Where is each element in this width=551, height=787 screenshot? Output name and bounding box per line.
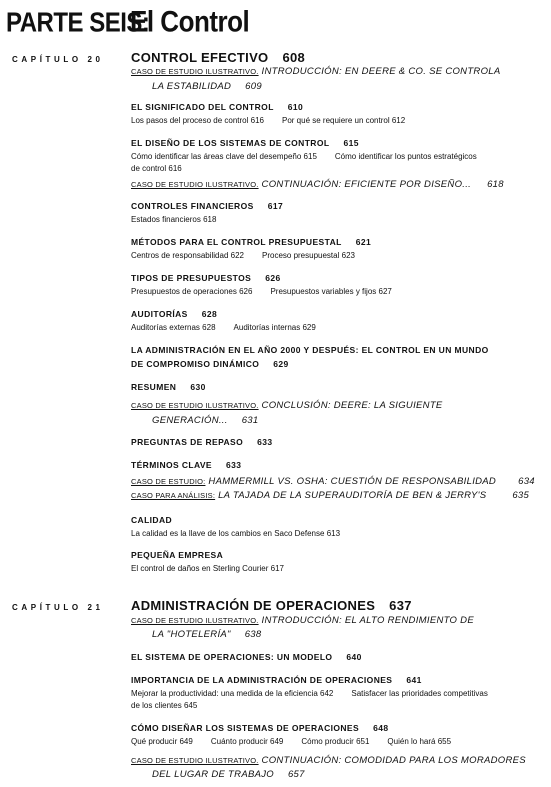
- chapter-21-title[interactable]: [131, 598, 412, 613]
- section-heading[interactable]: [131, 652, 362, 662]
- section-heading[interactable]: [131, 723, 388, 733]
- subsection-item[interactable]: Qué producir: [131, 737, 178, 746]
- subsection-item[interactable]: Centros de responsabilidad: [131, 251, 229, 260]
- chapter-20-label: CAPÍTULO 20: [12, 55, 104, 64]
- subsection-item[interactable]: Cómo producir: [301, 737, 354, 746]
- part-name: El Control: [130, 4, 250, 39]
- subsection-item[interactable]: La calidad es la llave de los cambios en Saco Defense: [131, 529, 325, 538]
- case-text: LA TAJADA DE LA SUPERAUDITORÍA DE BEN & JERRY'S: [218, 490, 487, 501]
- section-title: RESUMEN: [131, 382, 177, 392]
- section-title: LA ADMINISTRACIÓN EN EL AÑO 2000 Y DESPUÉS: EL CONTROL EN UN MUNDO: [131, 345, 489, 355]
- case-text-2: LA "HOTELERÍA": [152, 629, 231, 640]
- subsection-item-cont: de los clientes: [131, 701, 182, 710]
- subsection-line: [131, 529, 340, 538]
- page-number: 641: [406, 675, 422, 685]
- page-number: 626: [239, 287, 253, 296]
- case-study-entry[interactable]: [131, 755, 526, 766]
- section-heading[interactable]: [131, 550, 223, 560]
- page-number: 626: [265, 273, 281, 283]
- subsection-item[interactable]: Presupuestos variables y fijos: [270, 287, 377, 296]
- subsection-line: [131, 215, 216, 224]
- page-number: 633: [226, 460, 242, 470]
- section-title: AUDITORÍAS: [131, 309, 188, 319]
- case-text: CONTINUACIÓN: EFICIENTE POR DISEÑO...: [261, 179, 472, 190]
- subsection-item[interactable]: Proceso presupuestal: [262, 251, 340, 260]
- subsection-line: [131, 701, 197, 710]
- section-heading[interactable]: [131, 102, 303, 112]
- case-text: INTRODUCCIÓN: EL ALTO RENDIMIENTO DE: [261, 615, 474, 626]
- chapter-title-text: CONTROL EFECTIVO: [131, 50, 269, 65]
- case-study-entry[interactable]: [131, 476, 535, 487]
- page-number: 637: [389, 598, 412, 613]
- page-number: 634: [518, 476, 535, 487]
- section-heading[interactable]: [131, 237, 371, 247]
- case-study-entry[interactable]: [131, 490, 529, 501]
- section-heading[interactable]: [131, 460, 241, 470]
- case-study-entry-cont: [131, 81, 262, 92]
- section-heading[interactable]: [131, 309, 217, 319]
- page-number: 657: [287, 769, 305, 780]
- subsection-item[interactable]: Por qué se requiere un control: [282, 116, 390, 125]
- section-heading[interactable]: [131, 675, 422, 685]
- chapter-21-label: CAPÍTULO 21: [12, 603, 104, 612]
- page-number: 609: [245, 81, 262, 92]
- subsection-item[interactable]: Cuánto producir: [210, 737, 268, 746]
- section-heading[interactable]: [131, 515, 172, 525]
- case-tag: CASO DE ESTUDIO ILUSTRATIVO.: [131, 756, 259, 765]
- case-text: HAMMERMILL VS. OSHA: CUESTIÓN DE RESPONSABILIDAD: [208, 476, 497, 487]
- section-title: EL SISTEMA DE OPERACIONES: UN MODELO: [131, 652, 333, 662]
- subsection-item[interactable]: Presupuestos de operaciones: [131, 287, 237, 296]
- subsection-line: [131, 323, 316, 332]
- section-title: CALIDAD: [131, 515, 173, 525]
- subsection-item[interactable]: Auditorías externas: [131, 323, 200, 332]
- page-number: 635: [512, 490, 530, 501]
- section-heading-cont: [131, 359, 289, 369]
- page-number: 629: [302, 323, 316, 332]
- chapter-title-text: ADMINISTRACIÓN DE OPERACIONES: [131, 598, 376, 613]
- section-heading[interactable]: [131, 437, 273, 447]
- page-number: 649: [179, 737, 193, 746]
- section-heading[interactable]: [131, 138, 359, 148]
- page-number: 616: [168, 164, 182, 173]
- page-number: 629: [273, 359, 289, 369]
- page-number: 613: [326, 529, 341, 538]
- section-title: CONTROLES FINANCIEROS: [131, 201, 254, 211]
- subsection-line: [131, 116, 405, 125]
- section-title: EL DISEÑO DE LOS SISTEMAS DE CONTROL: [131, 138, 330, 148]
- subsection-item[interactable]: Mejorar la productividad: una medida de la eficiencia: [131, 689, 318, 698]
- page-number: 618: [203, 215, 217, 224]
- subsection-line: [131, 152, 477, 161]
- subsection-item[interactable]: Los pasos del proceso de control: [131, 116, 249, 125]
- case-text: INTRODUCCIÓN: EN DEERE & CO. SE CONTROLA: [261, 66, 501, 77]
- subsection-item[interactable]: Auditorías internas: [233, 323, 301, 332]
- case-study-entry-cont: [131, 769, 305, 780]
- chapter-20-title[interactable]: [131, 50, 305, 65]
- page-number: 610: [287, 102, 304, 112]
- page-number: 616: [250, 116, 264, 125]
- case-tag: CASO PARA ANÁLISIS:: [131, 491, 216, 500]
- page-number: 655: [437, 737, 452, 746]
- page-number: 628: [201, 309, 218, 319]
- case-text-2: LA ESTABILIDAD: [152, 81, 232, 92]
- case-study-entry[interactable]: [131, 66, 501, 77]
- page-number: 630: [190, 382, 206, 392]
- section-title: PREGUNTAS DE REPASO: [131, 437, 244, 447]
- section-title: PEQUEÑA EMPRESA: [131, 550, 224, 560]
- page-number: 651: [356, 737, 370, 746]
- section-heading[interactable]: [131, 201, 283, 211]
- subsection-item[interactable]: Estados financieros: [131, 215, 201, 224]
- case-text: CONTINUACIÓN: COMODIDAD PARA LOS MORADORES: [261, 755, 526, 766]
- part-label: PARTE SEIS:: [6, 7, 150, 39]
- subsection-line: [131, 737, 451, 746]
- section-title: EL SIGNIFICADO DEL CONTROL: [131, 102, 274, 112]
- page-number: 621: [355, 237, 372, 247]
- page-number: 623: [341, 251, 355, 260]
- subsection-item[interactable]: Cómo identificar las áreas clave del desempeño: [131, 152, 302, 161]
- subsection-item[interactable]: El control de daños en Sterling Courier: [131, 564, 269, 573]
- subsection-line: [131, 287, 392, 296]
- page-number: 648: [373, 723, 389, 733]
- section-title: IMPORTANCIA DE LA ADMINISTRACIÓN DE OPERACIONES: [131, 675, 393, 685]
- page-number: 615: [343, 138, 359, 148]
- page-number: 649: [270, 737, 284, 746]
- case-tag: CASO DE ESTUDIO ILUSTRATIVO.: [131, 180, 259, 189]
- section-title: CÓMO DISEÑAR LOS SISTEMAS DE OPERACIONES: [131, 723, 360, 733]
- section-heading[interactable]: [131, 273, 281, 283]
- page-number: 618: [487, 179, 504, 190]
- page-number: 631: [241, 415, 259, 426]
- page-number: 633: [257, 437, 273, 447]
- subsection-line: [131, 251, 355, 260]
- subsection-item[interactable]: Quién lo hará: [387, 737, 436, 746]
- case-tag: CASO DE ESTUDIO ILUSTRATIVO.: [131, 616, 259, 625]
- section-title: MÉTODOS PARA EL CONTROL PRESUPUESTAL: [131, 237, 342, 247]
- case-study-entry[interactable]: [131, 179, 504, 190]
- case-tag: CASO DE ESTUDIO:: [131, 477, 206, 486]
- page-number: 640: [346, 652, 362, 662]
- subsection-line: [131, 564, 284, 573]
- page-number: 645: [183, 701, 198, 710]
- page-number: 622: [230, 251, 244, 260]
- page-number: 627: [378, 287, 392, 296]
- section-heading[interactable]: [131, 382, 206, 392]
- page-number: 615: [303, 152, 317, 161]
- page-number: 638: [244, 629, 262, 640]
- case-study-entry[interactable]: [131, 615, 474, 626]
- case-study-entry-cont: [131, 629, 261, 640]
- page-number: 608: [282, 50, 306, 65]
- case-study-entry[interactable]: [131, 400, 443, 411]
- case-text-2: GENERACIÓN...: [152, 415, 228, 426]
- part-heading: [6, 4, 249, 40]
- case-tag: CASO DE ESTUDIO ILUSTRATIVO.: [131, 67, 259, 76]
- page-number: 617: [267, 201, 284, 211]
- subsection-item[interactable]: Cómo identificar los puntos estratégicos: [334, 152, 477, 161]
- subsection-item[interactable]: Satisfacer las prioridades competitivas: [351, 689, 488, 698]
- page-number: 642: [320, 689, 334, 698]
- subsection-item-cont: de control: [131, 164, 167, 173]
- section-title-cont: DE COMPROMISO DINÁMICO: [131, 359, 260, 369]
- page-number: 617: [270, 564, 285, 573]
- case-study-entry-cont: [131, 415, 258, 426]
- page-number: 628: [202, 323, 216, 332]
- case-text-2: DEL LUGAR DE TRABAJO: [152, 769, 274, 780]
- subsection-line: [131, 164, 182, 173]
- subsection-line: [131, 689, 488, 698]
- case-tag: CASO DE ESTUDIO ILUSTRATIVO.: [131, 401, 259, 410]
- case-text: CONCLUSIÓN: DEERE: LA SIGUIENTE: [261, 400, 443, 411]
- section-heading[interactable]: [131, 345, 489, 355]
- page-number: 612: [391, 116, 406, 125]
- section-title: TIPOS DE PRESUPUESTOS: [131, 273, 252, 283]
- section-title: TÉRMINOS CLAVE: [131, 460, 213, 470]
